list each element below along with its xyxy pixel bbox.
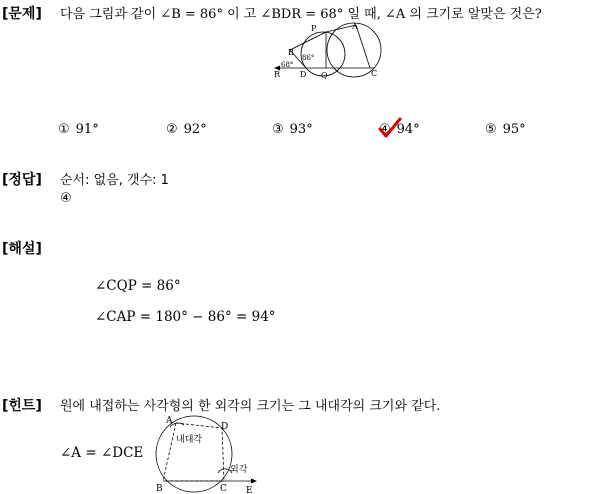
answer-value: ④ [60,191,72,206]
hint-text: 원에 내접하는 사각형의 한 외각의 크기는 그 내대각의 크기와 같다. [60,399,441,414]
choice-1[interactable]: ① 91° [58,122,99,137]
label-angle86: 86° [302,54,315,62]
hint-label-inner: 내대각 [176,435,203,445]
problem-figure [270,20,390,82]
label-C: C [371,69,378,78]
hint-label-B: B [156,484,163,494]
problem-tag: [문제] [2,6,42,22]
explanation-line-1: ∠CQP = 86° [95,278,181,294]
hint-figure [150,413,265,494]
checkmark-icon [378,117,402,139]
hint-tag: [힌트] [2,398,42,414]
choice-4[interactable]: ④ 94° [379,122,420,137]
explanation-line-2: ∠CAP = 180° − 86° = 94° [95,309,276,325]
label-Q: Q [321,71,328,80]
hint-label-A: A [166,416,173,426]
choice-2[interactable]: ② 92° [166,122,207,137]
label-A: A [352,22,358,31]
answer-tag: [정답] [2,172,42,188]
choice-5[interactable]: ⑤ 95° [485,122,526,137]
hint-label-D: D [221,422,229,432]
choice-3[interactable]: ③ 93° [272,122,313,137]
explanation-tag: [해설] [2,241,42,257]
label-P: P [311,24,317,33]
hint-label-C: C [220,484,227,494]
hint-label-outer: 외각 [230,465,248,475]
label-angle68: 68° [281,61,294,69]
answer-line: 순서: 없음, 갯수: 1 [60,173,169,188]
label-R: R [274,70,281,79]
hint-formula: ∠A = ∠DCE [60,445,144,461]
label-B: B [288,48,294,57]
hint-label-E: E [246,486,253,494]
problem-text: 다음 그림과 같이 ∠B = 86° 이 고 ∠BDR = 68° 일 때, ∠A 의 크기로 알맞은 것은? [60,7,542,22]
label-D: D [300,70,307,79]
